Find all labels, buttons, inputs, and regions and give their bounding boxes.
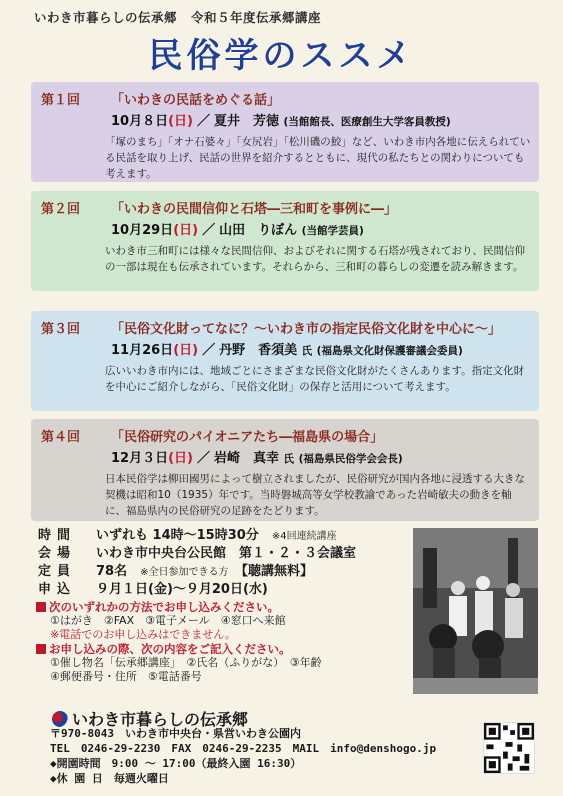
info-label: 時間 bbox=[38, 528, 77, 543]
qr-pattern bbox=[484, 723, 534, 773]
session-number: 第４回 bbox=[41, 430, 81, 445]
apply-head: 次のいずれかの方法でお申し込みください。 bbox=[36, 600, 386, 614]
apply-items-2: ④郵便番号・住所 ⑤電話番号 bbox=[50, 670, 202, 683]
session-role: (福島県文化財保護審議会委員) bbox=[316, 345, 463, 357]
session-title: 「いわきの民話をめぐる話」 bbox=[111, 93, 281, 108]
apply-methods: ①はがき ②FAX ③電子メール ④窓口へ来館 bbox=[50, 614, 286, 627]
session-date: 12月３日 bbox=[111, 451, 169, 466]
info-apply: 申込 ９月１日(金)〜９月20日(水) bbox=[38, 582, 268, 597]
apply-head-2: お申し込みの際、次の内容をご記入ください。 bbox=[36, 642, 386, 656]
series-name: 令和５年度伝承郷講座 bbox=[191, 10, 322, 25]
footer-contact bbox=[50, 726, 470, 786]
info-label: 会場 bbox=[38, 546, 77, 561]
session-number: 第３回 bbox=[41, 322, 81, 337]
session-speaker: 山田 りぼん bbox=[219, 223, 298, 238]
session-dow: (日) bbox=[168, 114, 193, 129]
session-role: (当館館長、医療創生大学客員教授) bbox=[283, 116, 451, 128]
contact-line: TEL 0246-29-2230 FAX 0246-29-2235 MAIL info@denshogo.jp bbox=[50, 742, 437, 755]
session-date: 10月29日 bbox=[111, 223, 174, 238]
header-subtitle bbox=[34, 8, 534, 26]
session-dow: (日) bbox=[168, 451, 193, 466]
session-speaker: 夏井 芳徳 bbox=[214, 114, 280, 129]
address: 〒970-8043 いわき市中央台・県営いわき公園内 bbox=[50, 727, 301, 740]
session-4 bbox=[31, 419, 539, 521]
info-time: 時間 いずれも 14時〜15時30分 ※4回連続講座 bbox=[38, 528, 337, 543]
event-info bbox=[38, 527, 398, 599]
footer-logo: いわき市暮らしの伝承郷 bbox=[52, 707, 248, 730]
festival-photo-illustration bbox=[413, 528, 538, 694]
session-title: 「いわきの民間信仰と石塔―三和町を事例に―」 bbox=[111, 202, 398, 217]
session-speaker: 岩崎 真幸 bbox=[214, 451, 280, 466]
session-1 bbox=[31, 82, 539, 182]
session-date-line: 12月３日(日) ／ 岩崎 真幸 氏 (福島県民俗学会会長) bbox=[111, 451, 403, 466]
closed-days: ◆休 園 日 毎週火曜日 bbox=[50, 772, 169, 785]
session-date: 10月８日 bbox=[111, 114, 169, 129]
session-2 bbox=[31, 191, 539, 291]
festival-photo bbox=[413, 528, 538, 694]
apply-instructions bbox=[36, 600, 386, 684]
apply-items-1: ①催し物名「伝承郷講座」 ②氏名（ふりがな） ③年齢 bbox=[50, 656, 322, 669]
session-title: 「民俗文化財ってなに？〜いわき市の指定民俗文化財を中心に〜」 bbox=[111, 322, 502, 337]
opening-hours: ◆開園時間 9:00 〜 17:00（最終入園 16:30） bbox=[50, 757, 302, 770]
session-description: いわき市三和町には様々な民間信仰、およびそれに関する石塔が残されており、民間信仰の一部は現在も伝承されています。それらから、三和町の暮らしの変遷を読み解きます。 bbox=[105, 245, 525, 273]
session-dow: (日) bbox=[173, 223, 199, 238]
session-speaker: 丹野 香須美 bbox=[219, 343, 298, 358]
session-date-line: 11月26日(日) ／ 丹野 香須美 氏 (福島県文化財保護審議会委員) bbox=[111, 343, 463, 358]
session-role: (福島県民俗学会会長) bbox=[298, 453, 403, 465]
qr-code-icon bbox=[483, 722, 535, 774]
session-date: 11月26日 bbox=[111, 343, 174, 358]
logo-icon bbox=[52, 711, 68, 727]
info-label: 定員 bbox=[38, 564, 77, 579]
session-number: 第１回 bbox=[41, 93, 81, 108]
session-number: 第２回 bbox=[41, 202, 81, 217]
page-title: 民俗学のススメ bbox=[148, 36, 415, 76]
session-date-line: 10月８日(日) ／ 夏井 芳徳 (当館館長、医療創生大学客員教授) bbox=[111, 114, 451, 129]
session-description: 広いいわき市内には、地域ごとにさまざまな民俗文化財がたくさんあります。指定文化財を中心にご紹介しながら、「民俗文化財」の保存と活用について考えます。 bbox=[105, 365, 525, 393]
session-role: (当館学芸員) bbox=[301, 225, 364, 237]
info-label: 申込 bbox=[38, 582, 77, 597]
session-description: 日本民俗学は柳田國男によって樹立されましたが、民俗研究が国内各地に浸透する大きな契機は昭和10（1935）年です。当時磐城高等女学校教諭であった岩崎敏夫の動きを軸に、福島県内の民俗研究の足跡をたどります。 bbox=[105, 473, 525, 517]
session-dow: (日) bbox=[173, 343, 199, 358]
bullet-icon bbox=[36, 644, 46, 654]
info-venue: 会場 いわき市中央台公民館 第１・２・３会議室 bbox=[38, 546, 357, 561]
bullet-icon bbox=[36, 602, 46, 612]
session-suffix: 氏 bbox=[301, 345, 313, 357]
session-title: 「民俗研究のパイオニアたち―福島県の場合」 bbox=[111, 430, 384, 445]
org-name: いわき市暮らしの伝承郷 bbox=[34, 10, 178, 25]
phone-warning: ※電話でのお申し込みはできません。 bbox=[50, 628, 236, 641]
session-suffix: 氏 bbox=[283, 453, 295, 465]
info-capacity: 定員 78名 ※全日参加できる方 【聴講無料】 bbox=[38, 564, 314, 579]
session-date-line: 10月29日(日) ／ 山田 りぼん (当館学芸員) bbox=[111, 223, 364, 238]
session-description: 「塚のまち」「オナ石婆々」「女尻岩」「松川磯の鮫」など、いわき市内各地に伝えられている民話を取り上げ、民話の世界を紹介するとともに、現代の私たちとの関わりについても考えます。 bbox=[105, 136, 531, 180]
session-3 bbox=[31, 311, 539, 411]
